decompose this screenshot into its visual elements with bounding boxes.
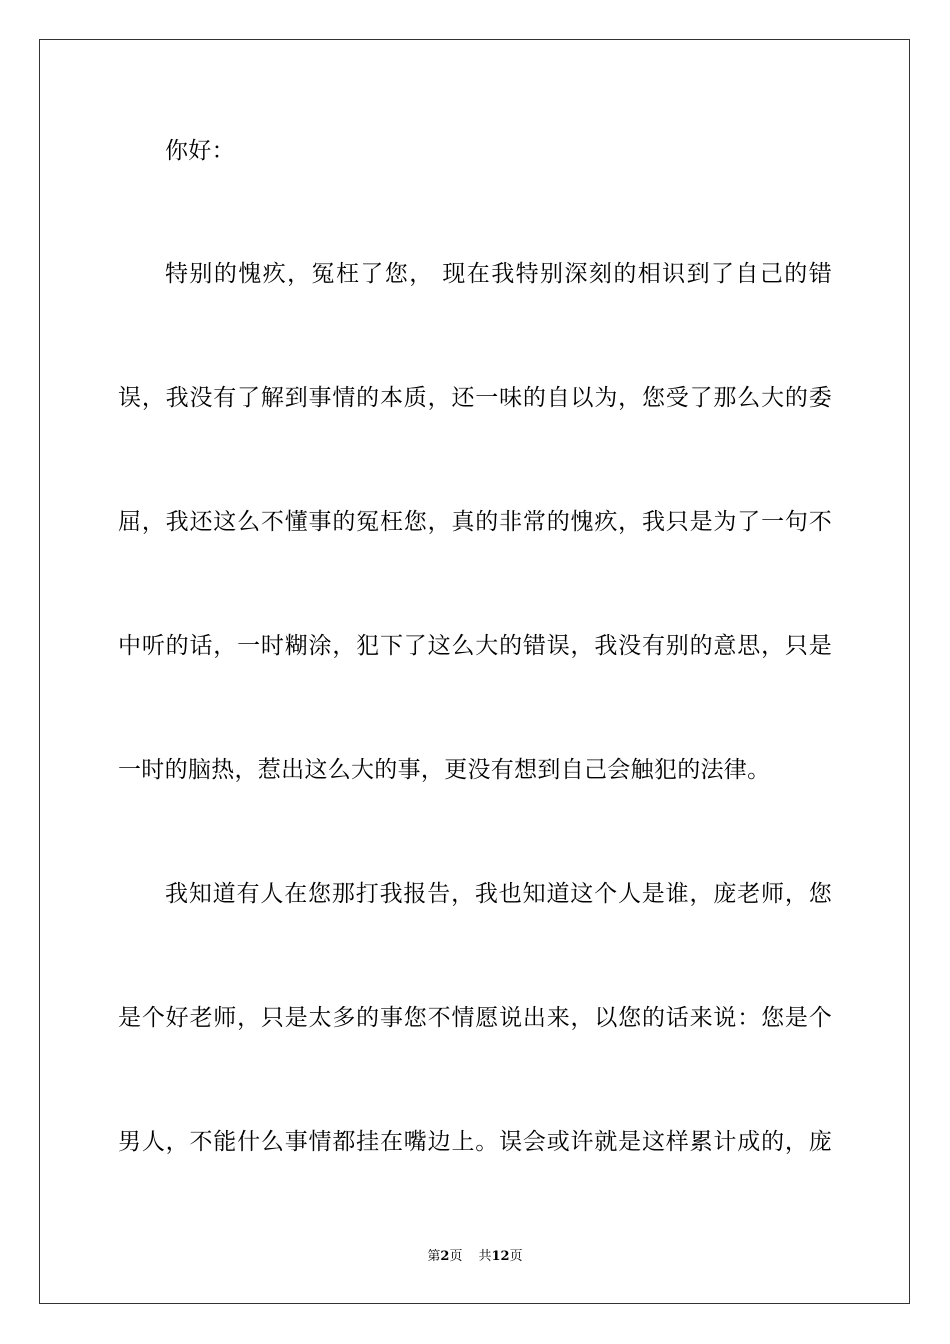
body-line-2: 误，我没有了解到事情的本质，还一味的自以为，您受了那么大的委 [118, 385, 832, 411]
total-prefix: 共 [478, 1249, 492, 1264]
body-line-4: 中听的话，一时糊涂，犯下了这么大的错误，我没有别的意思，只是 [118, 633, 832, 659]
page-border [39, 39, 910, 1304]
body-line-7: 是个好老师，只是太多的事您不情愿说出来，以您的话来说：您是个 [118, 1005, 832, 1031]
body-line-6: 我知道有人在您那打我报告，我也知道这个人是谁，庞老师，您 [165, 881, 832, 907]
page-number: 2 [440, 1249, 450, 1264]
page-footer [0, 1248, 950, 1266]
salutation: 你好： [165, 138, 235, 164]
total-suffix: 页 [509, 1249, 523, 1264]
body-line-1: 特别的愧疚，冤枉了您， 现在我特别深刻的相识到了自己的错 [165, 261, 832, 287]
body-line-3: 屈，我还这么不懂事的冤枉您，真的非常的愧疚，我只是为了一句不 [118, 509, 832, 535]
page-prefix: 第 [427, 1249, 441, 1264]
body-line-8: 男人，不能什么事情都挂在嘴边上。误会或许就是这样累计成的，庞 [118, 1129, 832, 1155]
page-suffix: 页 [449, 1249, 463, 1264]
total-pages: 12 [491, 1249, 510, 1264]
body-line-5: 一时的脑热，惹出这么大的事，更没有想到自己会触犯的法律。 [118, 757, 771, 783]
